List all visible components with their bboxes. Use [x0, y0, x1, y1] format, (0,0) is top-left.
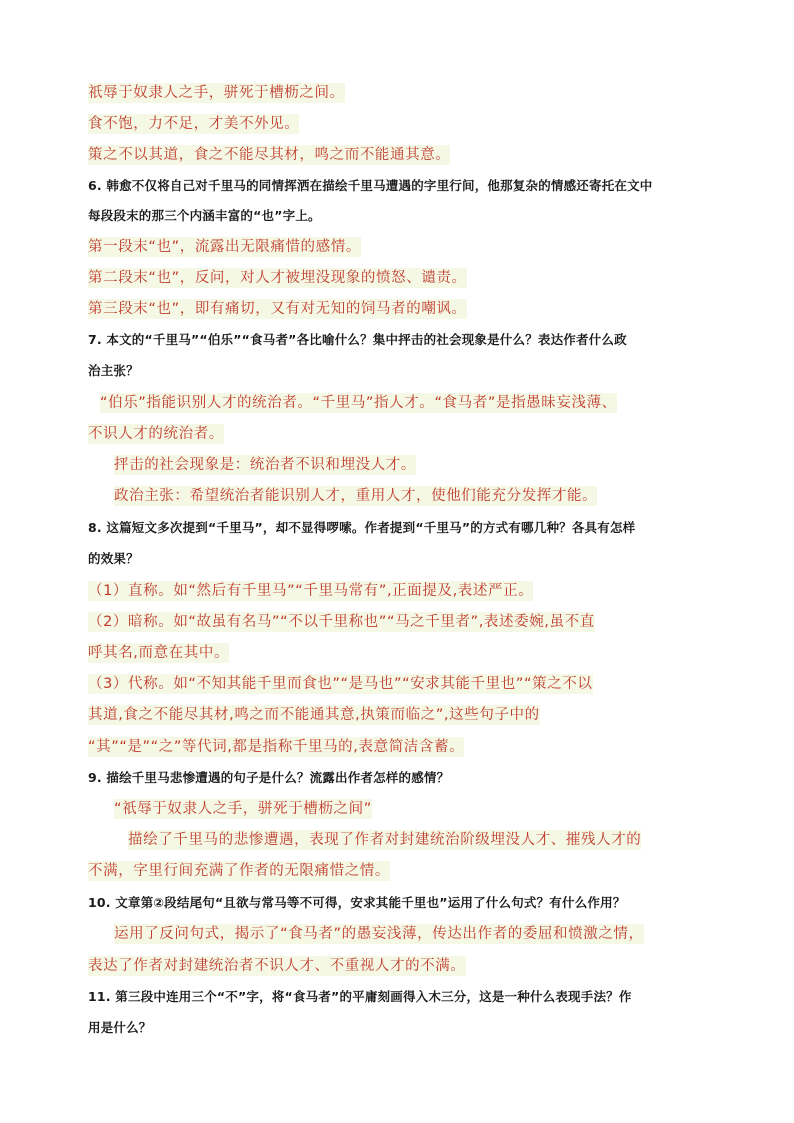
answer-line: “祇辱于奴隶人之手，骈死于槽枥之间”	[114, 801, 372, 817]
answer-line: 第三段末“也”，即有痛切，又有对无知的饲马者的嘲讽。	[88, 301, 467, 317]
answer-line: 其道,食之不能尽其材,鸣之而不能通其意,执策而临之”,这些句子中的	[88, 707, 540, 723]
answer-line: 祇辱于奴隶人之手，骈死于槽枥之间。	[88, 85, 345, 101]
question-6: 6. 韩愈不仅将自己对千里马的同情挥洒在描绘千里马遭遇的字里行间，他那复杂的情感还寄托在文中	[88, 178, 653, 193]
answer-line: 政治主张：希望统治者能识别人才，重用人才，使他们能充分发挥才能。	[114, 488, 598, 504]
answer-line: （3）代称。如“不知其能千里而食也”“是马也”“安求其能千里也”“策之不以	[88, 676, 593, 692]
question-9: 9. 描绘千里马悲惨遭遇的句子是什么？流露出作者怎样的感情？	[88, 770, 450, 785]
answer-line: （2）暗称。如“故虽有名马”“不以千里称也”“马之千里者”,表述委婉,虽不直	[88, 614, 595, 630]
answer-line: 运用了反问句式，揭示了“食马者”的愚妄浅薄，传达出作者的委屈和愤激之情，	[114, 926, 644, 942]
answer-line: 描绘了千里马的悲惨遭遇，表现了作者对封建统治阶级埋没人才、摧残人才的	[128, 832, 642, 848]
question-8: 8. 这篇短文多次提到“千里马”，却不显得啰嗦。作者提到“千里马”的方式有哪几种？各具有怎样	[88, 520, 636, 535]
answer-line: 第二段末“也”，反问，对人才被埋没现象的愤怒、谴责。	[88, 270, 467, 286]
answer-line: 策之不以其道，食之不能尽其材，鸣之而不能通其意。	[88, 147, 451, 163]
answer-line: （1）直称。如“然后有千里马”“千里马常有”,正面提及,表述严正。	[88, 583, 534, 599]
answer-line: 食不饱，力不足，才美不外见。	[88, 116, 300, 132]
question-line: 治主张？	[88, 363, 139, 378]
question-line: 用是什么？	[88, 1020, 152, 1035]
question-10: 10. 文章第②段结尾句“且欲与常马等不可得，安求其能千里也”运用了什么句式？有什么作用？	[88, 895, 626, 910]
answer-line: “其”“是”“之”等代词,都是指称千里马的,表意简洁含蓄。	[88, 739, 465, 755]
answer-line: 不识人才的统治者。	[88, 426, 224, 442]
answer-line: 抨击的社会现象是：统治者不识和埋没人才。	[114, 457, 416, 473]
answer-line: 呼其名,而意在其中。	[88, 645, 230, 661]
answer-line: 第一段末“也”，流露出无限痛惜的感情。	[88, 239, 361, 255]
answer-line: 不满，字里行间充满了作者的无限痛惜之情。	[88, 863, 390, 879]
answer-line: 表达了作者对封建统治者不识人才、不重视人才的不满。	[88, 958, 466, 974]
answer-line: “伯乐”指能识别人才的统治者。“千里马”指人才。“食马者”是指愚昧妄浅薄、	[100, 395, 617, 411]
question-11: 11. 第三段中连用三个“不”字，将“食马者”的平庸刻画得入木三分，这是一种什么表现手法？作	[88, 989, 632, 1004]
question-7: 7. 本文的“千里马”“伯乐”“食马者”各比喻什么？集中抨击的社会现象是什么？表达作者什么政	[88, 332, 627, 347]
question-line: 的效果？	[88, 551, 139, 566]
question-line: 每段段末的那三个内涵丰富的“也”字上。	[88, 208, 321, 223]
